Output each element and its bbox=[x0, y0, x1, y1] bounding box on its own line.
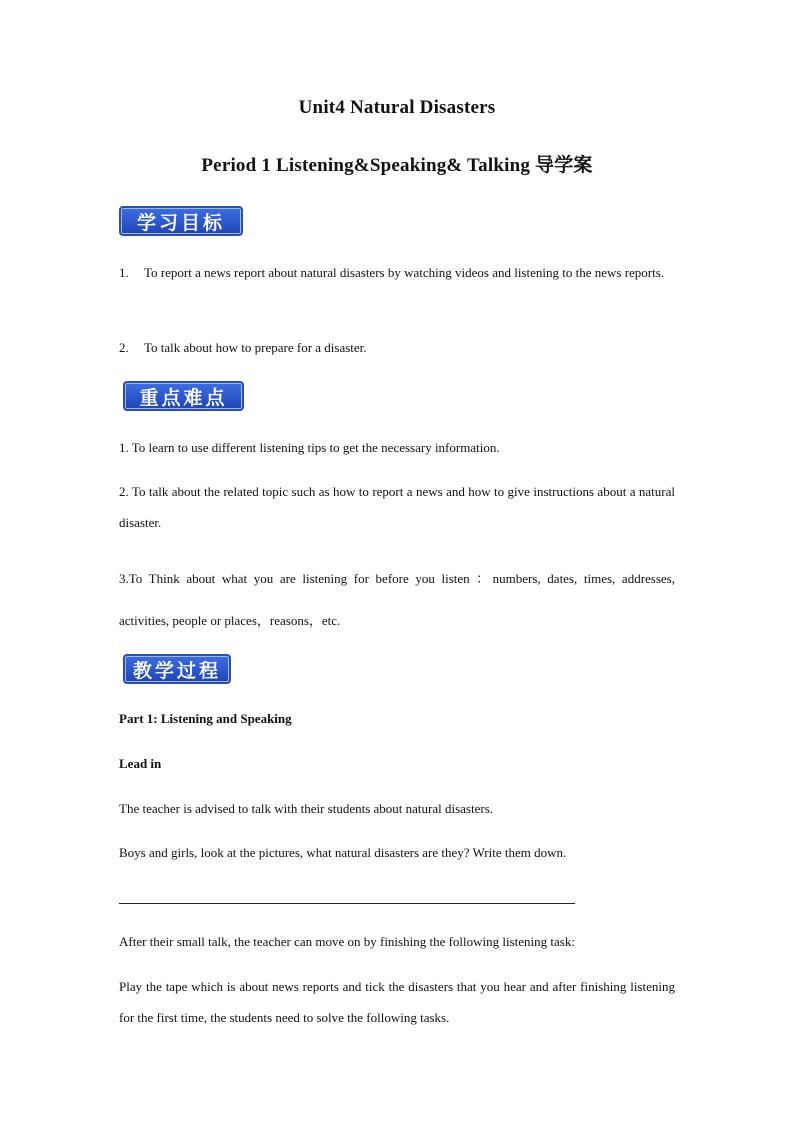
section-badge-objectives: 学习目标 bbox=[119, 206, 243, 236]
paragraph-pictures-question: Boys and girls, look at the pictures, what natural disasters are they? Write them down. bbox=[119, 845, 567, 860]
objective-item-1 bbox=[119, 257, 675, 288]
objective-text: To talk about how to prepare for a disaster. bbox=[144, 340, 367, 355]
section-badge-process: 教学过程 bbox=[123, 654, 231, 684]
paragraph-small-talk: After their small talk, the teacher can move on by finishing the following listening task: bbox=[119, 934, 575, 949]
section-badge-keypoints: 重点难点 bbox=[123, 381, 244, 411]
objective-number: 2. bbox=[119, 340, 129, 355]
answer-line bbox=[119, 903, 575, 904]
objective-item-2 bbox=[119, 332, 675, 363]
keypoint-3: 3.To Think about what you are listening for before you listen ：numbers, dates, times, addresses, activities, people or places，reasons，etc. bbox=[119, 571, 675, 628]
objective-text: To report a news report about natural disasters by watching videos and listening to the news reports. bbox=[144, 265, 665, 280]
keypoint-1: 1. To learn to use different listening tips to get the necessary information. bbox=[119, 440, 500, 455]
paragraph-teacher-advice: The teacher is advised to talk with their students about natural disasters. bbox=[119, 801, 494, 816]
part1-heading: Part 1: Listening and Speaking bbox=[119, 711, 292, 726]
paragraph-listening-task: Play the tape which is about news reports and tick the disasters that you hear and after finishing listening for the first time, the students need to solve the following tasks. bbox=[119, 979, 675, 1025]
document-title: Unit4 Natural Disasters bbox=[298, 97, 496, 118]
document-subtitle: Period 1 Listening&Speaking& Talking 导学案 bbox=[201, 155, 593, 176]
keypoint-2: 2. To talk about the related topic such as how to report a news and how to give instructions about a natural disaster. bbox=[119, 484, 675, 530]
lead-in-heading: Lead in bbox=[119, 756, 162, 771]
objective-number: 1. bbox=[119, 265, 129, 280]
